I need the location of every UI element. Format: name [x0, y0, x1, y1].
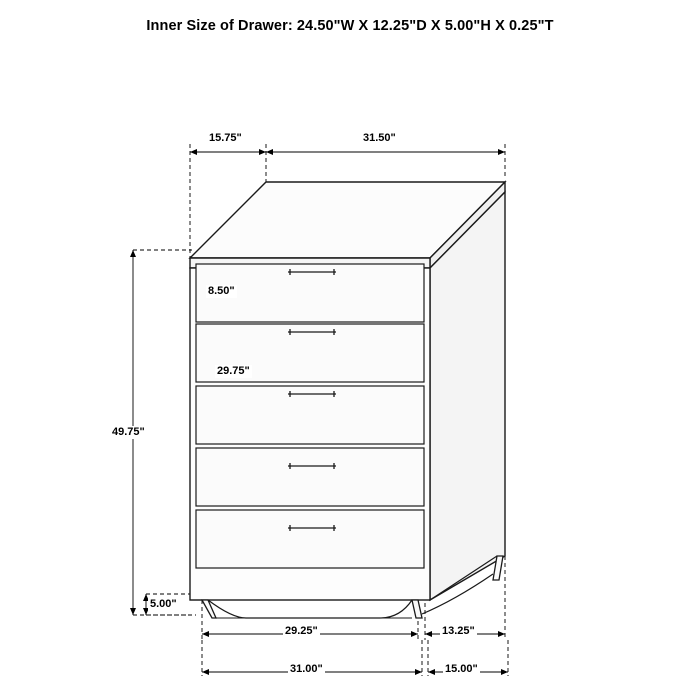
dim-base-front-width: 29.25" — [285, 625, 318, 637]
leg-front-right — [412, 600, 422, 618]
dim-base-side-depth: 13.25" — [442, 625, 475, 637]
dim-leg-height: 5.00" — [150, 598, 177, 610]
drawer-fronts — [196, 264, 424, 568]
dim-overall-depth: 15.00" — [445, 663, 478, 675]
drawer-front-5 — [196, 510, 424, 568]
page-title: Inner Size of Drawer: 24.50"W X 12.25"D X 5.00"H X 0.25"T — [146, 18, 554, 34]
dim-top-width: 31.50" — [363, 132, 396, 144]
dim-total-height: 49.75" — [112, 426, 145, 438]
dim-drawer-front-width: 29.75" — [217, 365, 250, 377]
dim-top-depth: 15.75" — [209, 132, 242, 144]
dim-drawer-height: 8.50" — [208, 285, 235, 297]
leg-front-left — [202, 600, 216, 618]
drawer-front-4 — [196, 448, 424, 506]
dim-overall-width: 31.00" — [290, 663, 323, 675]
drawer-front-3 — [196, 386, 424, 444]
